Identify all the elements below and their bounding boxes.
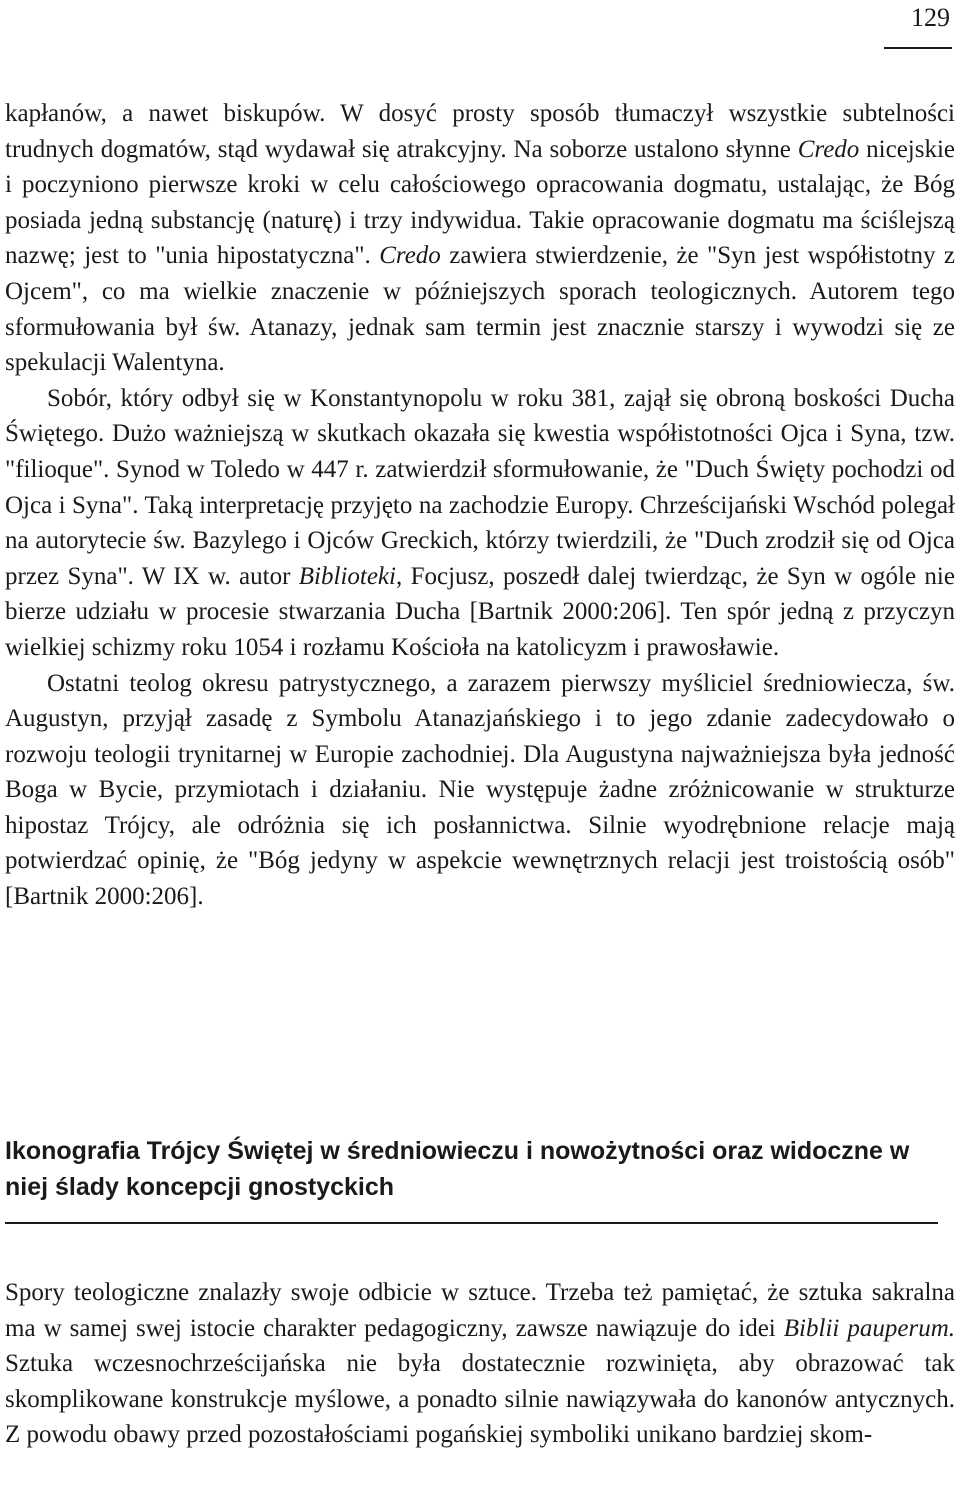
paragraph-1 bbox=[5, 96, 955, 381]
paragraph-2 bbox=[5, 381, 955, 666]
paragraph-2-text-a: Sobór, który odbył się w Konstantynopolu w roku 381, zajął się obroną boskości Ducha Świętego. Dużo ważniejszą w skutkach okazała się kwestia współistotności Ojca i Syna, tzw. "filioque". Synod w Toledo w 447 r. zatwierdził sformułowanie, że "Duch Święty pochodzi od Ojca i Syna". Taką interpretację przyjęto na zachodzie Europy. Chrześcijański Wschód polegał na autorytecie św. Bazylego i Ojców Greckich, którzy twierdzili, że "Duch zrodził się od Ojca przez Syna". W IX w. autor bbox=[5, 384, 955, 590]
credo-italic-2: Credo bbox=[379, 242, 441, 270]
paragraph-4-text-a: Spory teologiczne znalazły swoje odbicie w sztuce. Trzeba też pamiętać, że sztuka sakralna ma w samej swej istocie charakter pedagogiczny, zawsze nawiązuje do idei bbox=[5, 1279, 955, 1342]
biblii-pauperum-italic: Biblii pauperum. bbox=[783, 1314, 955, 1342]
section-body-1 bbox=[5, 96, 955, 915]
paragraph-4-text-b: Sztuka wczesnochrześcijańska nie była dostatecznie rozwinięta, aby obrazować tak skomplikowane konstrukcje myślowe, a ponadto silnie nawiązywała do kanonów antycznych. Z powodu obawy przed pozostałościami pogańskiej symboliki unikano bardziej skom- bbox=[5, 1350, 955, 1449]
paragraph-4 bbox=[5, 1275, 955, 1453]
paragraph-3: Ostatni teolog okresu patrystycznego, a zarazem pierwszy myśliciel średniowiecza, św. Augustyn, przyjął zasadę z Symbolu Atanazjańskiego i to jego zdanie zadecydowało o rozwoju teologii trynitarnej w Europie zachodniej. Dla Augustyna najważniejsza była jedność Boga w Bycie, przymiotach i działaniu. Nie występuje żadne zróżnicowanie w strukturze hipostaz Trójcy, ale odróżnia się ich posłannictwa. Silnie wyodrębnione relacje mają potwierdzać opinię, że "Bóg jedyny w aspekcie wewnętrznych relacji jest troistością osób" [Bartnik 2000:206]. bbox=[5, 669, 955, 911]
paragraph-1-text-c: zawiera stwierdzenie, że "Syn jest współistotny z Ojcem", co ma wielkie znaczenie w późniejszych sporach teologicznych. Autorem tego sformułowania był św. Atanazy, jednak sam termin jest znacznie starszy i wywodzi się ze spekulacji Walentyna. bbox=[5, 242, 955, 377]
section-body-2 bbox=[5, 1275, 955, 1453]
credo-italic-1: Credo bbox=[797, 135, 860, 163]
paragraph-1-text-a: kapłanów, a nawet biskupów. W dosyć prosty sposób tłumaczył wszystkie subtelności trudnych dogmatów, stąd wydawał się atrakcyjny. Na soborze ustalono słynne bbox=[5, 100, 955, 163]
page-number: 129 bbox=[911, 3, 950, 32]
paragraph-2-text-b: , Focjusz, poszedł dalej twierdząc, że Syn w ogóle nie bierze udziału w procesie stwarzania Ducha [Bartnik 2000:206]. Ten spór jedną z przyczyn wielkiej schizmy roku 1054 i rozłamu Kościoła na katolicyzm i prawosławie. bbox=[5, 562, 955, 661]
heading-underline bbox=[5, 1222, 938, 1224]
biblioteki-italic: Biblioteki bbox=[298, 562, 396, 590]
section-heading: Ikonografia Trójcy Świętej w średniowieczu i nowożytności oraz widoczne w niej ślady koncepcji gnostyckich bbox=[5, 1137, 910, 1201]
page-number-rule bbox=[884, 47, 952, 49]
paragraph-1-text-b: nicejskie i poczyniono pierwsze kroki w celu całościowego opracowania dogmatu, ustalając, że Bóg posiada jedną substancję (naturę) i trzy indywidua. Takie opracowanie dogmatu ma ściślejszą nazwę; jest to "unia hipostatyczna". bbox=[5, 135, 956, 270]
